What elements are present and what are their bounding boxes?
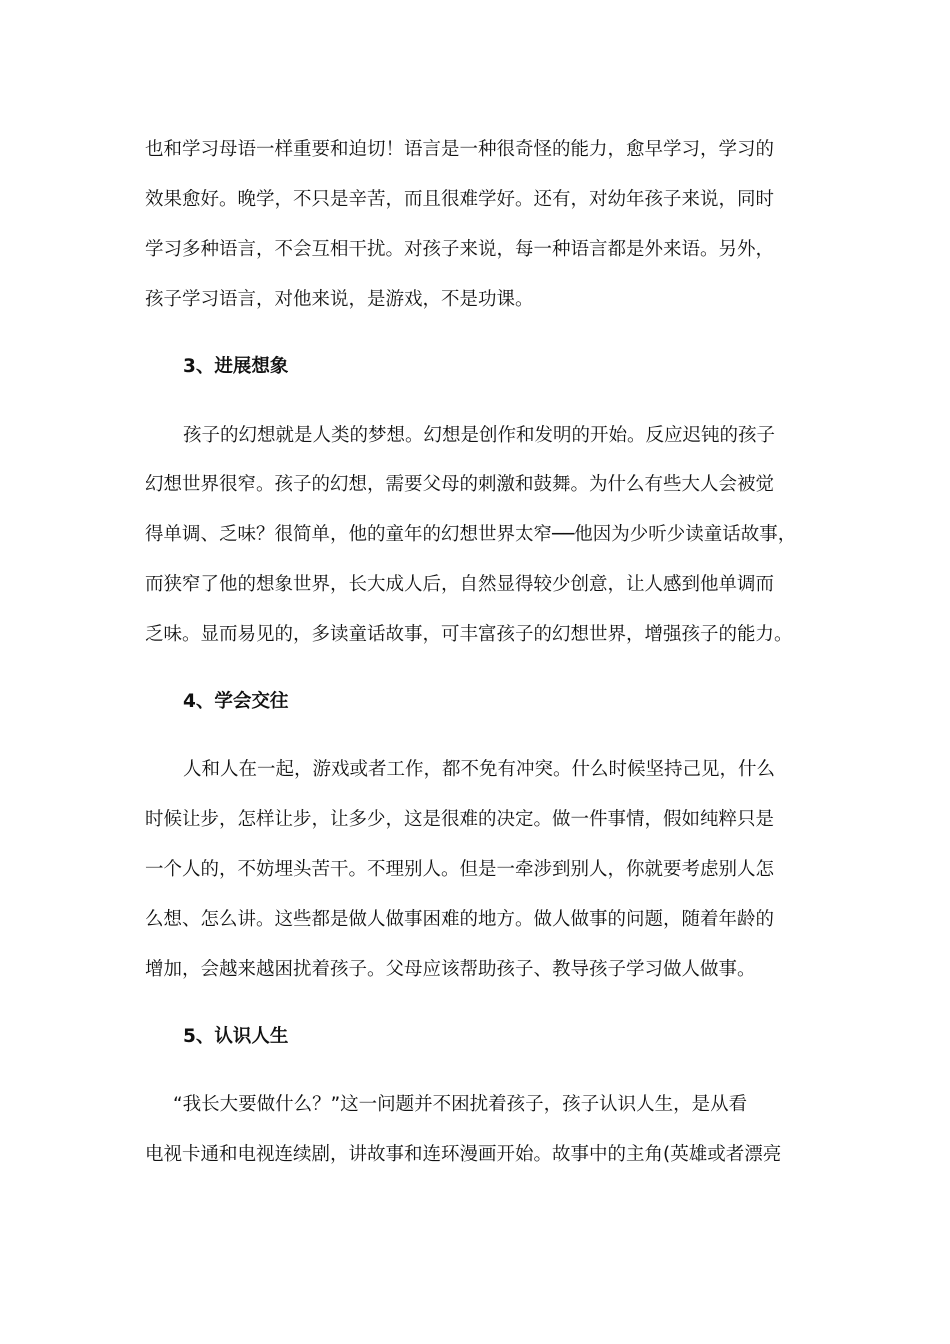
paragraph-line: 也和学习母语一样重要和迫切！语言是一种很奇怪的能力，愈早学习，学习的 (145, 139, 775, 160)
paragraph-line: 乏味。显而易见的，多读童话故事，可丰富孩子的幻想世界，增强孩子的能力。 (145, 624, 793, 645)
paragraph-line: 增加，会越来越困扰着孩子。父母应该帮助孩子、教导孩子学习做人做事。 (145, 959, 756, 980)
paragraph-line: 幻想世界很窄。孩子的幻想，需要父母的刺激和鼓舞。为什么有些大人会被觉 (145, 474, 775, 495)
paragraph-line: 而狭窄了他的想象世界，长大成人后，自然显得较少创意，让人感到他单调而 (145, 574, 775, 595)
paragraph-line: 学习多种语言，不会互相干扰。对孩子来说，每一种语言都是外来语。另外， (145, 239, 775, 260)
paragraph-line: 么想、怎么讲。这些都是做人做事困难的地方。做人做事的问题，随着年龄的 (145, 909, 775, 930)
paragraph-line: 一个人的，不妨埋头苦干。不理别人。但是一牵涉到别人，你就要考虑别人怎 (145, 859, 775, 880)
paragraph-line: 时候让步，怎样让步，让多少，这是很难的决定。做一件事情，假如纯粹只是 (145, 809, 775, 830)
paragraph-line: 效果愈好。晚学，不只是辛苦，而且很难学好。还有，对幼年孩子来说，同时 (145, 189, 775, 210)
paragraph-line: 孩子的幻想就是人类的梦想。幻想是创作和发明的开始。反应迟钝的孩子 (183, 425, 776, 446)
paragraph-line: “我长大要做什么？”这一问题并不困扰着孩子，孩子认识人生，是从看 (173, 1094, 748, 1115)
paragraph-line: 得单调、乏味？很简单，他的童年的幻想世界太窄──他因为少听少读童话故事， (145, 524, 797, 545)
section-heading: 3、进展想象 (183, 356, 289, 377)
paragraph-line: 人和人在一起，游戏或者工作，都不免有冲突。什么时候坚持己见，什么 (183, 759, 776, 780)
paragraph-line: 电视卡通和电视连续剧，讲故事和连环漫画开始。故事中的主角(英雄或者漂亮 (145, 1144, 782, 1165)
section-heading: 4、学会交往 (183, 691, 289, 712)
paragraph-line: 孩子学习语言，对他来说，是游戏，不是功课。 (145, 289, 534, 310)
section-heading: 5、认识人生 (183, 1026, 289, 1047)
